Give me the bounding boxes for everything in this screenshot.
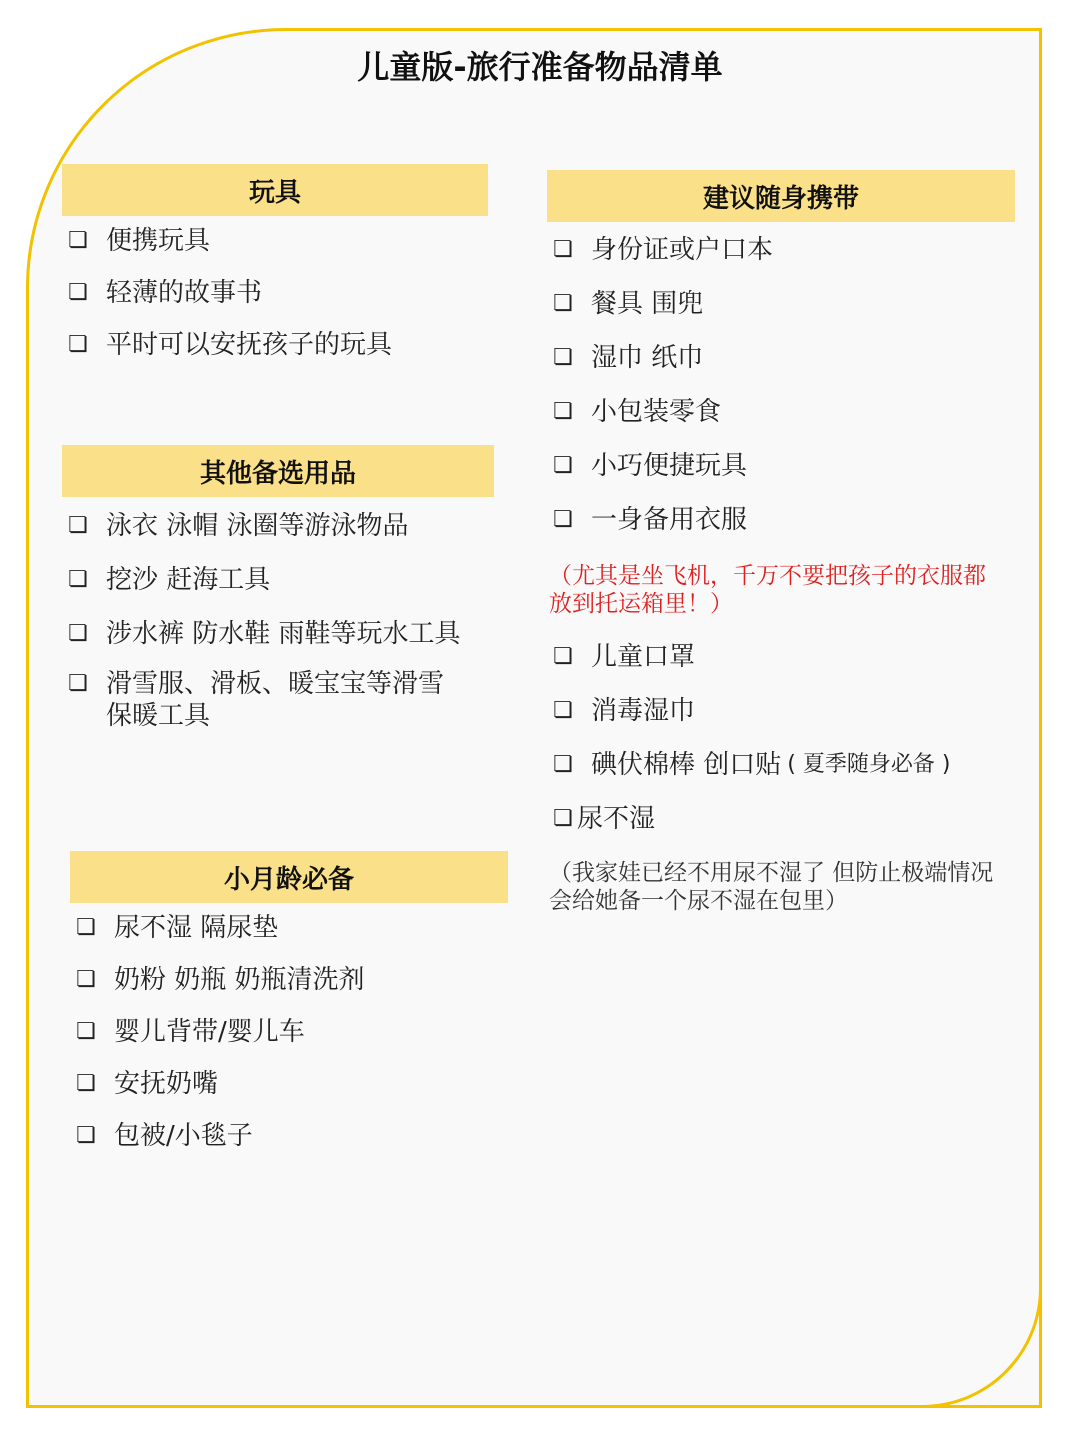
section-header-carry: 建议随身携带 (547, 170, 1015, 222)
section-header-infant: 小月龄必备 (70, 851, 508, 903)
list-item[interactable]: ❏ 包被/小毯子 (76, 1121, 253, 1151)
list-item[interactable]: ❏ 滑雪服、滑板、暖宝宝等滑雪 保暖工具 (68, 669, 445, 731)
checkbox-icon: ❏ (76, 915, 96, 940)
checkbox-icon: ❏ (68, 280, 88, 305)
list-item[interactable]: ❏ 婴儿背带/婴儿车 (76, 1017, 305, 1047)
checkbox-icon: ❏ (553, 644, 573, 669)
checkbox-icon: ❏ (68, 671, 88, 696)
checkbox-icon: ❏ (553, 399, 573, 424)
checkbox-icon: ❏ (76, 967, 96, 992)
checkbox-icon: ❏ (76, 1019, 96, 1044)
checkbox-icon: ❏ (76, 1071, 96, 1096)
checkbox-icon: ❏ (553, 507, 573, 532)
list-item[interactable]: ❏ 奶粉 奶瓶 奶瓶清洗剂 (76, 965, 365, 995)
infant-list (76, 912, 365, 1152)
checkbox-icon: ❏ (553, 453, 573, 478)
list-item[interactable]: ❏ 消毒湿巾 (553, 696, 696, 726)
carry-list-b (553, 641, 950, 835)
section-header-toys: 玩具 (62, 164, 488, 216)
list-item[interactable]: ❏ 餐具 围兜 (553, 289, 704, 319)
list-item[interactable]: ❏ 尿不湿 (553, 804, 656, 834)
checkbox-icon: ❏ (76, 1123, 96, 1148)
checkbox-icon: ❏ (553, 752, 573, 777)
others-list (68, 510, 461, 732)
diaper-note: （我家娃已经不用尿不湿了 但防止极端情况 会给她备一个尿不湿在包里） (549, 860, 994, 914)
list-item[interactable]: ❏ 涉水裤 防水鞋 雨鞋等玩水工具 (68, 619, 461, 649)
checkbox-icon: ❏ (68, 621, 88, 646)
list-item[interactable]: ❏ 儿童口罩 (553, 642, 696, 672)
checkbox-icon: ❏ (68, 228, 88, 253)
list-item[interactable]: ❏ 轻薄的故事书 (68, 278, 263, 308)
list-item[interactable]: ❏ 碘伏棉棒 创口贴 ( 夏季随身必备 ) (553, 750, 951, 780)
section-header-others: 其他备选用品 (62, 445, 494, 497)
checkbox-icon: ❏ (553, 237, 573, 262)
checkbox-icon: ❏ (553, 345, 573, 370)
checkbox-icon: ❏ (553, 698, 573, 723)
list-item[interactable]: ❏ 小包装零食 (553, 397, 722, 427)
checkbox-icon: ❏ (68, 567, 88, 592)
list-item[interactable]: ❏ 尿不湿 隔尿垫 (76, 913, 279, 943)
list-item[interactable]: ❏ 一身备用衣服 (553, 505, 748, 535)
list-item[interactable]: ❏ 便携玩具 (68, 226, 211, 256)
list-item[interactable]: ❏ 泳衣 泳帽 泳圈等游泳物品 (68, 511, 409, 541)
list-item[interactable]: ❏ 湿巾 纸巾 (553, 343, 704, 373)
list-item[interactable]: ❏ 挖沙 赶海工具 (68, 565, 271, 595)
page-title: 儿童版-旅行准备物品清单 (357, 48, 723, 86)
red-note: （尤其是坐飞机，千万不要把孩子的衣服都 放到托运箱里！） (549, 563, 986, 617)
list-item[interactable]: ❏ 安抚奶嘴 (76, 1069, 219, 1099)
checkbox-icon: ❏ (68, 332, 88, 357)
list-item[interactable]: ❏ 身份证或户口本 (553, 235, 774, 265)
checkbox-icon: ❏ (553, 291, 573, 316)
checkbox-icon: ❏ (553, 806, 573, 831)
toys-list (68, 225, 392, 361)
list-item[interactable]: ❏ 小巧便捷玩具 (553, 451, 748, 481)
list-item[interactable]: ❏ 平时可以安抚孩子的玩具 (68, 330, 393, 360)
carry-list-a (553, 234, 773, 536)
checkbox-icon: ❏ (68, 513, 88, 538)
